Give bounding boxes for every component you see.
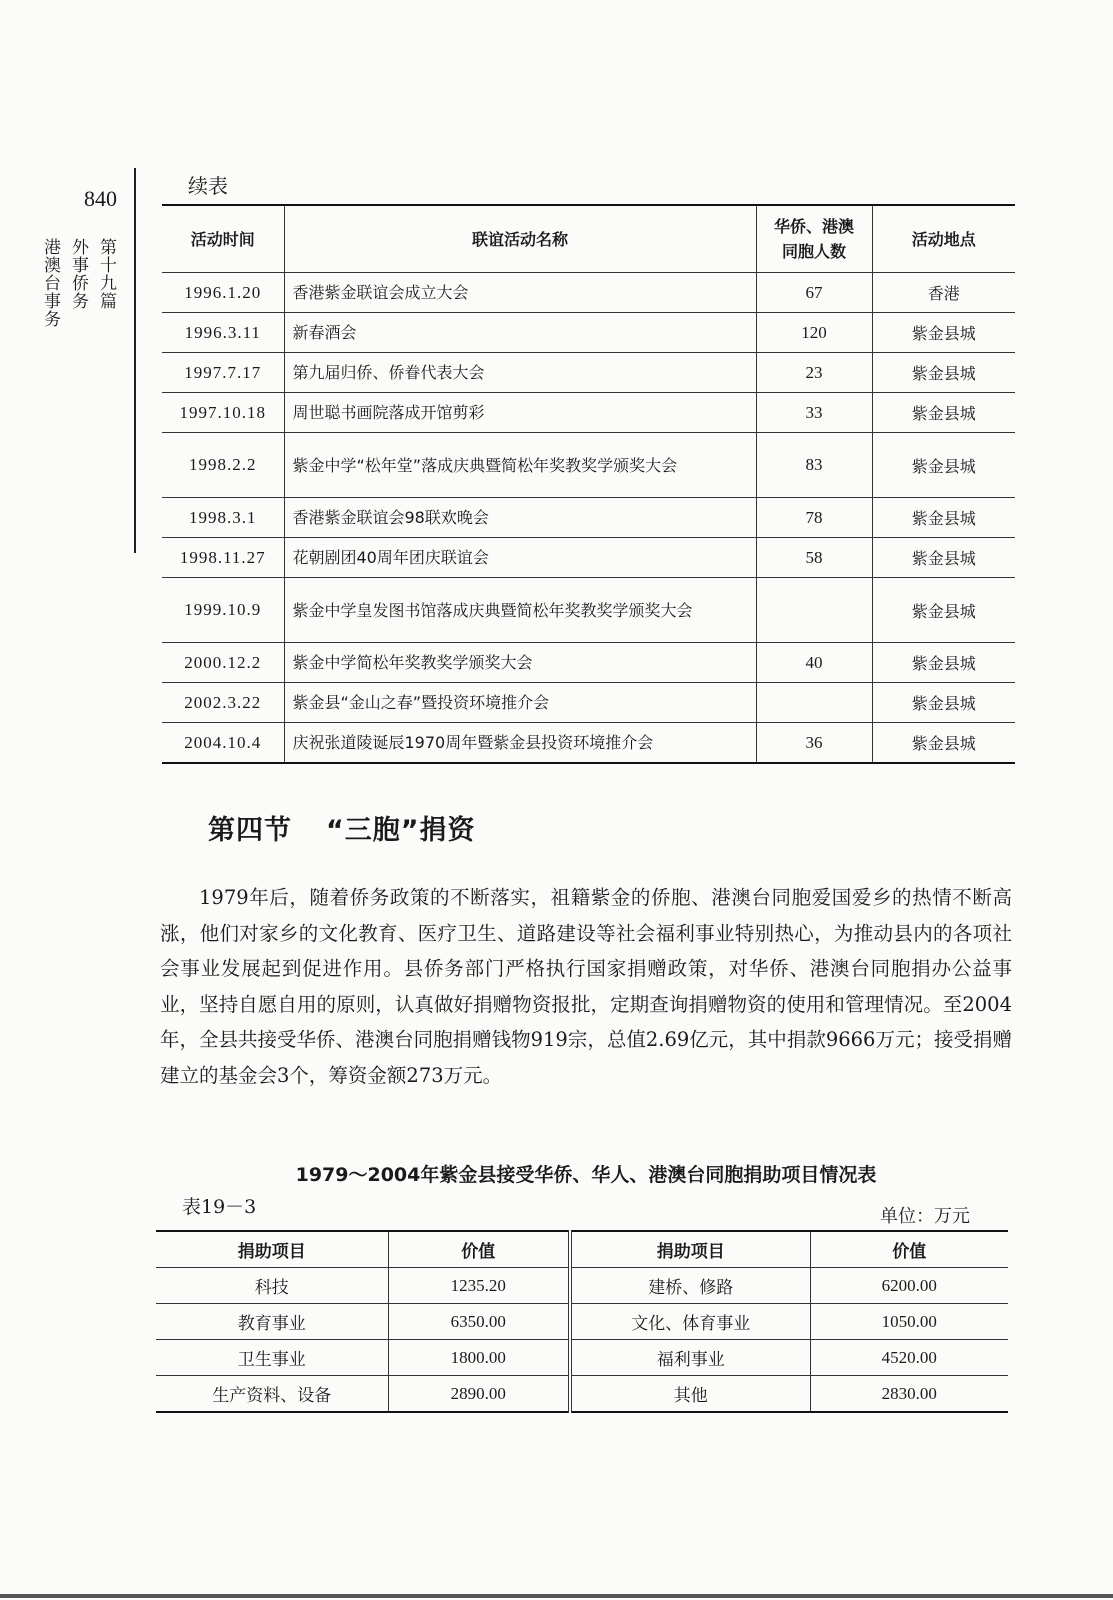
header-time: 活动时间 <box>162 205 284 273</box>
cell-count <box>756 683 872 723</box>
running-head <box>40 238 120 328</box>
cell-value: 4520.00 <box>810 1340 1008 1376</box>
cell-name: 紫金中学“松年堂”落成庆典暨简松年奖教奖学颁奖大会 <box>284 433 756 498</box>
cell-date: 2002.3.22 <box>162 683 284 723</box>
cell-date: 1999.10.9 <box>162 578 284 643</box>
table-row <box>162 393 1015 433</box>
body-paragraph: 1979年后，随着侨务政策的不断落实，祖籍紫金的侨胞、港澳台同胞爱国爱乡的热情不断高涨，他们对家乡的文化教育、医疗卫生、道路建设等社会福利事业特别热心，为推动县内的各项社会事业发展起到促进作用。县侨务部门严格执行国家捐赠政策，对华侨、港澳台同胞捐办公益事业，坚持自愿自用的原则，认真做好捐赠物资报批，定期查询捐赠物资的使用和管理情况。至2004年，全县共接受华侨、港澳台同胞捐赠钱物919宗，总值2.69亿元，其中捐款9666万元；接受捐赠建立的基金会3个，筹资金额273万元。 <box>160 886 1012 1087</box>
table-row <box>162 643 1015 683</box>
cell-place: 紫金县城 <box>872 578 1015 643</box>
cell-count: 120 <box>756 313 872 353</box>
cell-place: 紫金县城 <box>872 683 1015 723</box>
cell-count: 40 <box>756 643 872 683</box>
cell-date: 1997.10.18 <box>162 393 284 433</box>
cell-place: 紫金县城 <box>872 433 1015 498</box>
cell-count: 36 <box>756 723 872 764</box>
cell-place: 香港 <box>872 273 1015 313</box>
cell-count <box>756 578 872 643</box>
cell-value: 1235.20 <box>388 1268 570 1304</box>
table-row <box>156 1340 1008 1376</box>
header-item: 捐助项目 <box>156 1231 388 1268</box>
table-row <box>162 433 1015 498</box>
section-title: “三胞”捐资 <box>326 815 476 846</box>
table-row <box>162 578 1015 643</box>
table-unit: 单位：万元 <box>880 1206 970 1227</box>
section-number: 第四节 <box>208 815 292 846</box>
table-row <box>162 538 1015 578</box>
activity-table <box>162 204 1015 764</box>
cell-name: 紫金中学皇发图书馆落成庆典暨简松年奖教奖学颁奖大会 <box>284 578 756 643</box>
cell-date: 1998.3.1 <box>162 498 284 538</box>
cell-count: 33 <box>756 393 872 433</box>
donation-table <box>156 1230 1008 1413</box>
page-number: 840 <box>84 186 117 211</box>
cell-place: 紫金县城 <box>872 498 1015 538</box>
cell-count: 58 <box>756 538 872 578</box>
cell-item: 科技 <box>156 1268 388 1304</box>
cell-count: 83 <box>756 433 872 498</box>
cell-place: 紫金县城 <box>872 643 1015 683</box>
cell-place: 紫金县城 <box>872 538 1015 578</box>
cell-date: 1996.3.11 <box>162 313 284 353</box>
cell-value: 1050.00 <box>810 1304 1008 1340</box>
header-value: 价值 <box>810 1231 1008 1268</box>
page-edge-rule <box>0 1594 1113 1598</box>
cell-item: 福利事业 <box>570 1340 810 1376</box>
table-row <box>162 723 1015 764</box>
running-head-part: 外事侨务 <box>68 238 88 310</box>
cell-item: 建桥、修路 <box>570 1268 810 1304</box>
header-value: 价值 <box>388 1231 570 1268</box>
continuation-label: 续表 <box>188 174 228 198</box>
cell-date: 1998.2.2 <box>162 433 284 498</box>
table-number: 表19－3 <box>182 1196 257 1218</box>
header-name: 联谊活动名称 <box>284 205 756 273</box>
cell-name: 紫金中学简松年奖教奖学颁奖大会 <box>284 643 756 683</box>
cell-value: 1800.00 <box>388 1340 570 1376</box>
cell-value: 2830.00 <box>810 1376 1008 1413</box>
cell-date: 2000.12.2 <box>162 643 284 683</box>
side-rule <box>134 168 136 553</box>
cell-name: 庆祝张道陵诞辰1970周年暨紫金县投资环境推介会 <box>284 723 756 764</box>
cell-place: 紫金县城 <box>872 353 1015 393</box>
table-row <box>156 1268 1008 1304</box>
cell-date: 1996.1.20 <box>162 273 284 313</box>
cell-count: 67 <box>756 273 872 313</box>
cell-item: 文化、体育事业 <box>570 1304 810 1340</box>
cell-name: 新春酒会 <box>284 313 756 353</box>
cell-item: 教育事业 <box>156 1304 388 1340</box>
table-row <box>156 1376 1008 1413</box>
cell-item: 其他 <box>570 1376 810 1413</box>
cell-item: 卫生事业 <box>156 1340 388 1376</box>
cell-value: 2890.00 <box>388 1376 570 1413</box>
cell-value: 6200.00 <box>810 1268 1008 1304</box>
table-row <box>162 498 1015 538</box>
running-head-part: 港澳台事务 <box>40 238 60 328</box>
cell-date: 2004.10.4 <box>162 723 284 764</box>
table-row <box>162 353 1015 393</box>
header-place: 活动地点 <box>872 205 1015 273</box>
table-row <box>162 683 1015 723</box>
cell-name: 香港紫金联谊会成立大会 <box>284 273 756 313</box>
cell-place: 紫金县城 <box>872 393 1015 433</box>
cell-name: 周世聪书画院落成开馆剪彩 <box>284 393 756 433</box>
table-header-row <box>162 205 1015 273</box>
cell-place: 紫金县城 <box>872 313 1015 353</box>
table-title: 1979～2004年紫金县接受华侨、华人、港澳台同胞捐助项目情况表 <box>295 1164 877 1186</box>
cell-date: 1998.11.27 <box>162 538 284 578</box>
section-heading <box>208 808 476 847</box>
header-item: 捐助项目 <box>570 1231 810 1268</box>
table-row <box>156 1304 1008 1340</box>
cell-count: 23 <box>756 353 872 393</box>
cell-place: 紫金县城 <box>872 723 1015 764</box>
cell-item: 生产资料、设备 <box>156 1376 388 1413</box>
cell-name: 紫金县“金山之春”暨投资环境推介会 <box>284 683 756 723</box>
table-row <box>162 273 1015 313</box>
cell-count: 78 <box>756 498 872 538</box>
cell-name: 花朝剧团40周年团庆联谊会 <box>284 538 756 578</box>
cell-date: 1997.7.17 <box>162 353 284 393</box>
header-count: 华侨、港澳同胞人数 <box>756 205 872 273</box>
table-row <box>162 313 1015 353</box>
cell-name: 第九届归侨、侨眷代表大会 <box>284 353 756 393</box>
cell-value: 6350.00 <box>388 1304 570 1340</box>
running-head-part: 第十九篇 <box>96 238 116 310</box>
cell-name: 香港紫金联谊会98联欢晚会 <box>284 498 756 538</box>
table-header-row <box>156 1231 1008 1268</box>
